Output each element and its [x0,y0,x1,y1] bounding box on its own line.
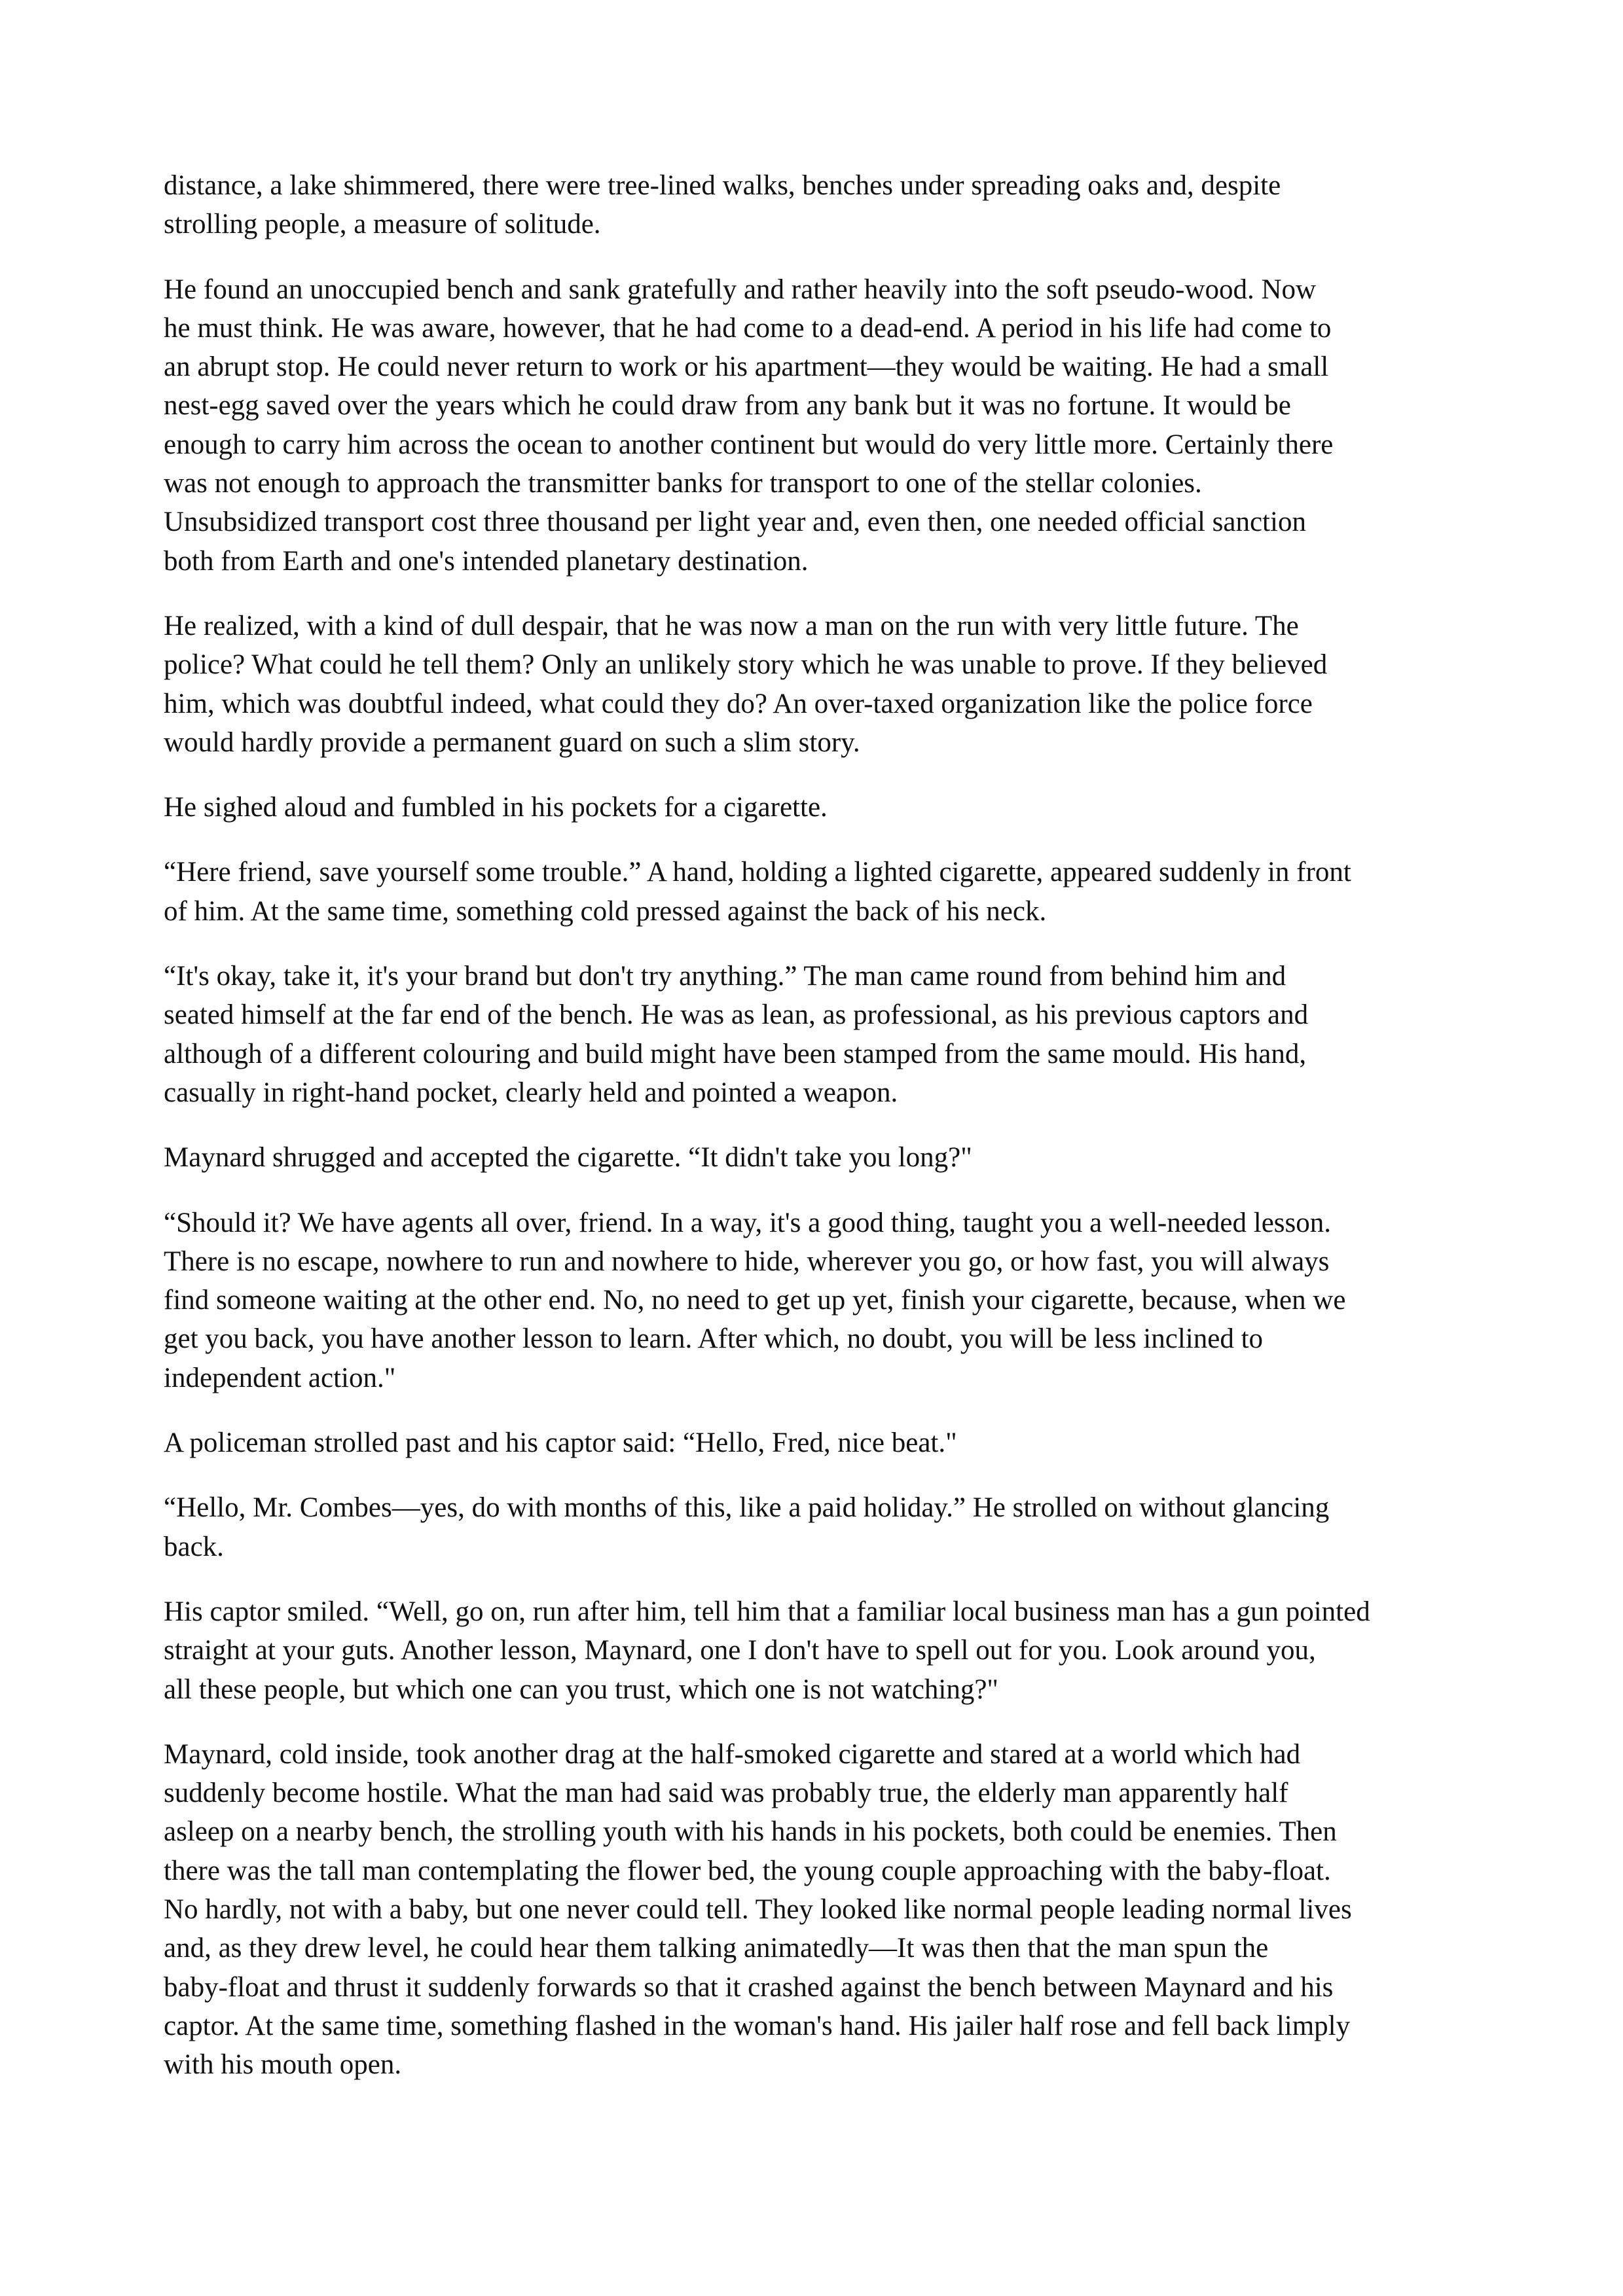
text-line: “Here friend, save yourself some trouble.” A hand, holding a lighted cigarette, appeared suddenly in front [164,857,1351,888]
text-line: Maynard shrugged and accepted the cigarette. “It didn't take you long?" [164,1142,972,1174]
text-line: distance, a lake shimmered, there were tree-lined walks, benches under spreading oaks and, despite [164,170,1281,201]
paragraph [164,853,1467,931]
text-line: strolling people, a measure of solitude. [164,209,601,240]
text-line: There is no escape, nowhere to run and nowhere to hide, wherever you go, or how fast, you will always [164,1246,1330,1277]
text-line: get you back, you have another lesson to learn. After which, no doubt, you will be less inclined to [164,1323,1264,1355]
paragraph [164,1424,1467,1462]
text-line: His captor smiled. “Well, go on, run after him, tell him that a familiar local business man has a gun pointed [164,1596,1370,1627]
text-line: police? What could he tell them? Only an unlikely story which he was unable to prove. If they believed [164,649,1328,681]
text-line: although of a different colouring and build might have been stamped from the same mould. His hand, [164,1038,1307,1069]
text-line: there was the tall man contemplating the flower bed, the young couple approaching with the baby-float. [164,1855,1331,1886]
text-line: He realized, with a kind of dull despair, that he was now a man on the run with very little future. The [164,610,1299,641]
text-line: find someone waiting at the other end. No, no need to get up yet, finish your cigarette, because, when we [164,1285,1346,1316]
text-line: and, as they drew level, he could hear them talking animatedly—It was then that the man spun the [164,1933,1269,1964]
paragraph [164,607,1467,762]
text-line: straight at your guts. Another lesson, Maynard, one I don't have to spell out for you. Look around you, [164,1635,1316,1666]
text-line: Unsubsidized transport cost three thousand per light year and, even then, one needed official sanction [164,507,1306,538]
text-line: baby-float and thrust it suddenly forwards so that it crashed against the bench between Maynard and his [164,1971,1334,2003]
text-line: “Should it? We have agents all over, friend. In a way, it's a good thing, taught you a well-needed lesson. [164,1207,1332,1238]
text-line: would hardly provide a permanent guard on such a slim story. [164,726,860,758]
text-line: with his mouth open. [164,2049,402,2081]
text-line: both from Earth and one's intended planetary destination. [164,545,809,577]
text-line: asleep on a nearby bench, the strolling youth with his hands in his pockets, both could be enemies. Then [164,1816,1337,1848]
paragraph [164,270,1467,581]
text-line: him, which was doubtful indeed, what could they do? An over-taxed organization like the police force [164,688,1313,719]
text-line: “It's okay, take it, it's your brand but don't try anything.” The man came round from behind him and [164,961,1286,992]
text-line: of him. At the same time, something cold pressed against the back of his neck. [164,895,1047,927]
text-line: nest-egg saved over the years which he could draw from any bank but it was no fortune. It would be [164,390,1291,422]
text-line: seated himself at the far end of the bench. He was as lean, as professional, as his previous captors and [164,999,1309,1031]
paragraph [164,1592,1467,1709]
text-line: suddenly become hostile. What the man had said was probably true, the elderly man apparently half [164,1778,1288,1809]
text-line: “Hello, Mr. Combes—yes, do with months of this, like a paid holiday.” He strolled on without glancing [164,1492,1330,1524]
text-line: he must think. He was aware, however, that he had come to a dead-end. A period in his life had come to [164,312,1332,344]
paragraph [164,1204,1467,1397]
paragraph [164,788,1467,827]
paragraph [164,1488,1467,1566]
text-line: an abrupt stop. He could never return to work or his apartment—they would be waiting. He had a small [164,351,1329,383]
text-line: all these people, but which one can you trust, which one is not watching?" [164,1674,998,1705]
text-line: No hardly, not with a baby, but one never could tell. They looked like normal people leading normal lives [164,1893,1352,1925]
text-line: He sighed aloud and fumbled in his pockets for a cigarette. [164,792,828,823]
paragraph [164,1138,1467,1177]
text-line: independent action." [164,1362,396,1393]
paragraph [164,1735,1467,2085]
text-line: back. [164,1531,224,1562]
text-line: A policeman strolled past and his captor said: “Hello, Fred, nice beat." [164,1427,957,1459]
document-page [164,166,1467,2110]
text-line: He found an unoccupied bench and sank gratefully and rather heavily into the soft pseudo-wood. Now [164,274,1317,305]
text-line: was not enough to approach the transmitter banks for transport to one of the stellar colonies. [164,468,1202,499]
paragraph [164,166,1467,244]
text-line: captor. At the same time, something flashed in the woman's hand. His jailer half rose and fell back limply [164,2010,1351,2041]
paragraph [164,957,1467,1112]
text-line: casually in right-hand pocket, clearly held and pointed a weapon. [164,1077,898,1108]
text-line: enough to carry him across the ocean to another continent but would do very little more. Certainly there [164,429,1334,460]
text-line: Maynard, cold inside, took another drag at the half-smoked cigarette and stared at a world which had [164,1738,1301,1770]
